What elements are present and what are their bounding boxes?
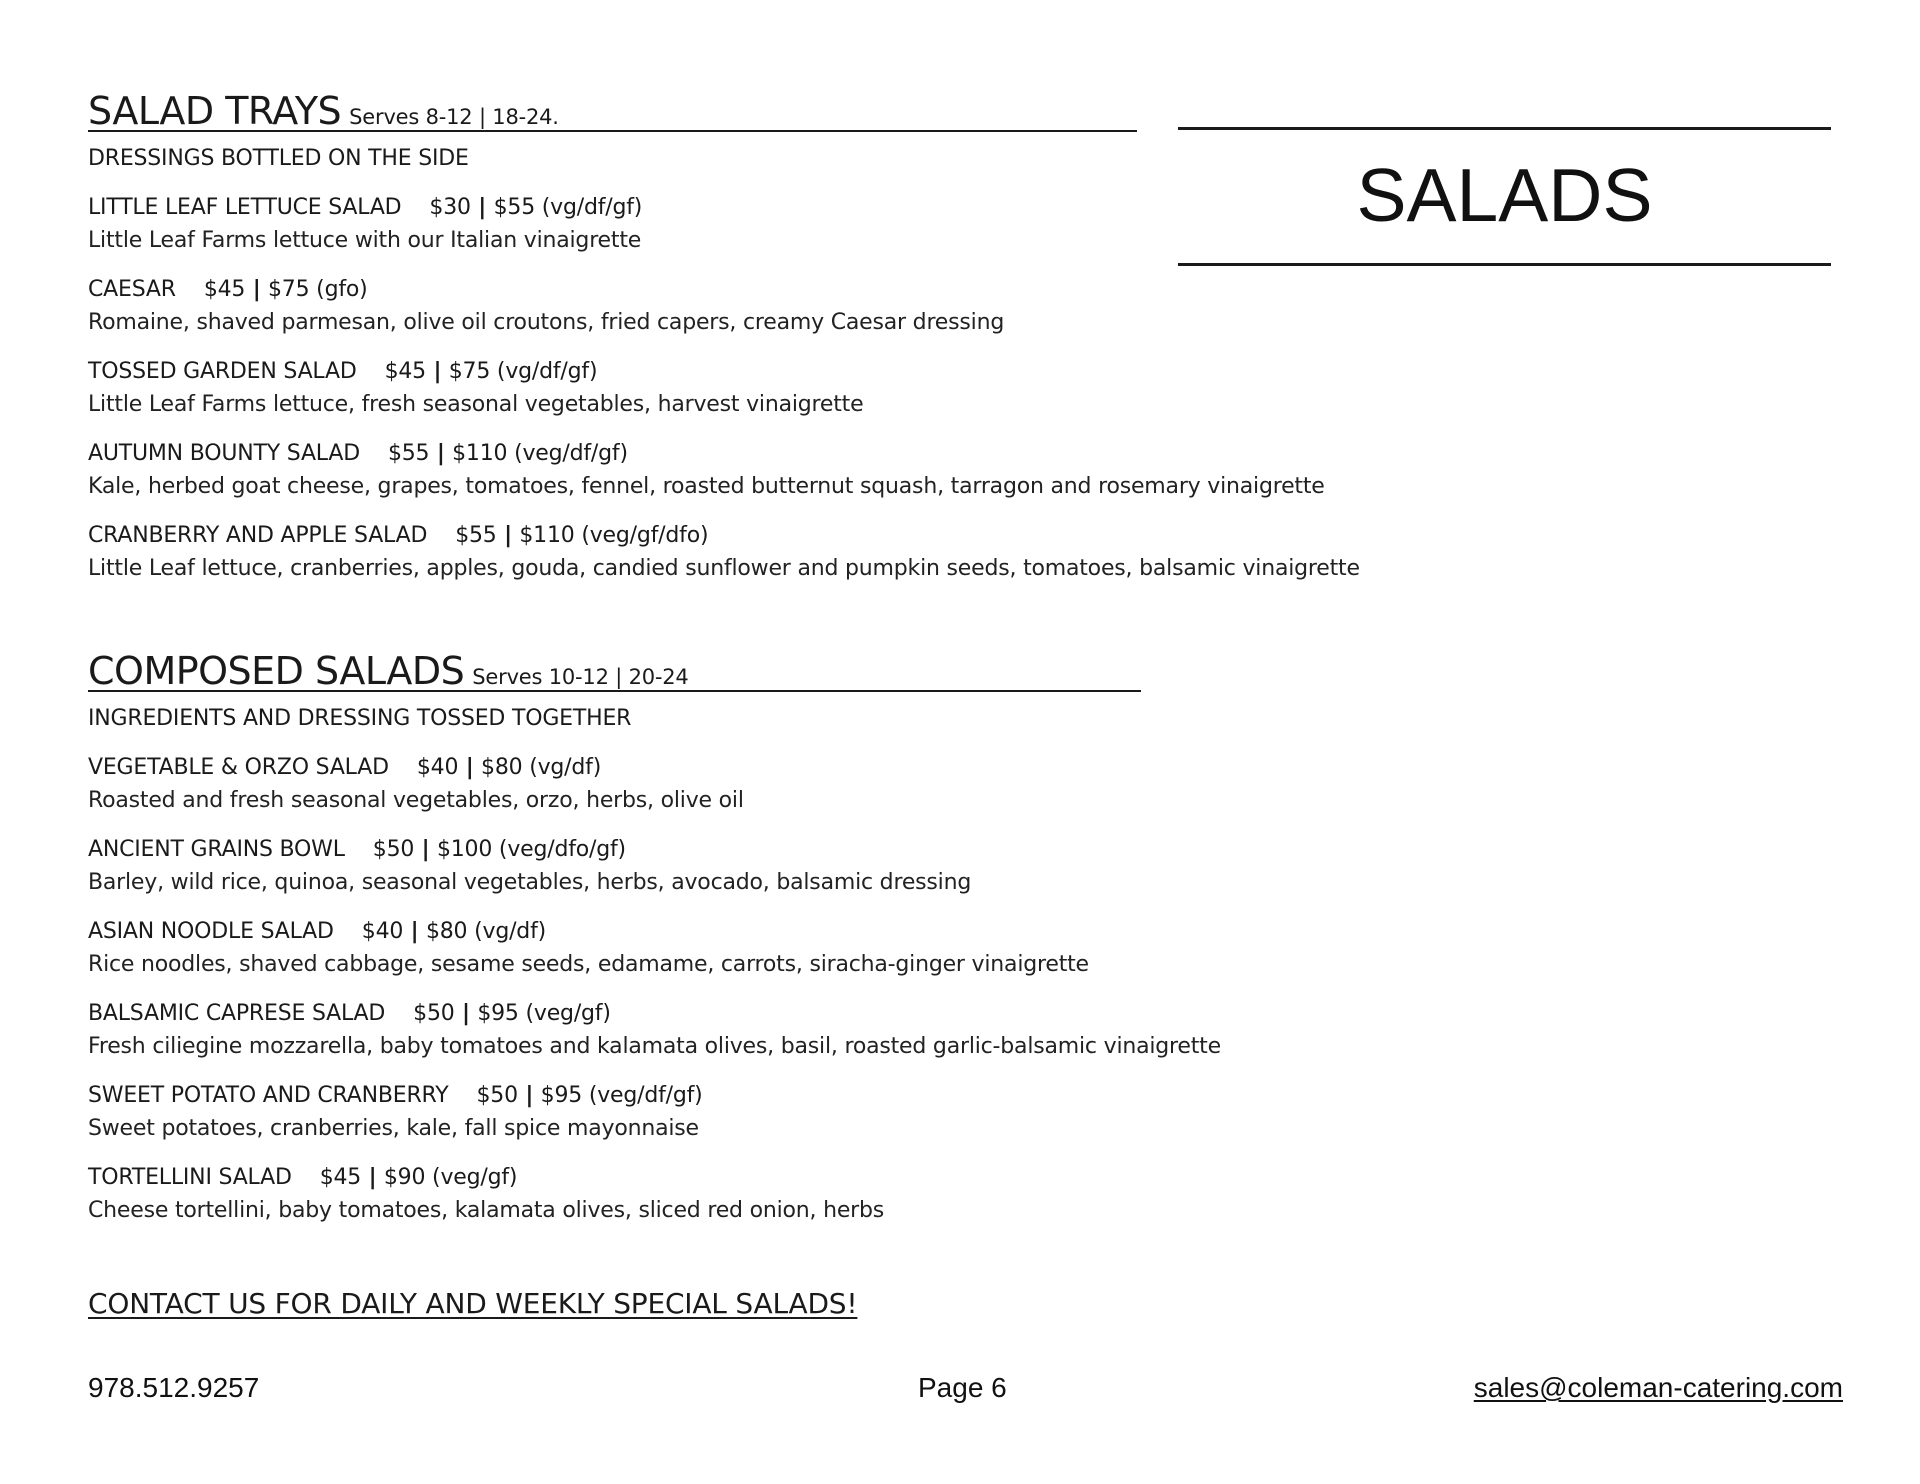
section-serves: Serves 8-12 | 18-24. [349, 105, 559, 129]
menu-item-heading [88, 755, 1221, 780]
menu-item [88, 195, 1360, 253]
menu-item-heading [88, 837, 1221, 862]
price-small: $50 [413, 1001, 455, 1026]
menu-item-price [413, 1001, 611, 1026]
section-header [88, 88, 1138, 132]
menu-item-description: Kale, herbed goat cheese, grapes, tomatoes, fennel, roasted butternut squash, tarragon and rosemary vinaigrette [88, 474, 1325, 499]
price-small: $50 [372, 837, 415, 862]
menu-item-price [373, 837, 626, 862]
price-large: $75 (gfo) [268, 277, 368, 302]
section-title-text: SALAD TRAYS [88, 89, 342, 133]
menu-item-description: Romaine, shaved parmesan, olive oil croutons, fried capers, creamy Caesar dressing [88, 310, 1005, 335]
menu-item-price [476, 1083, 702, 1108]
menu-item [88, 755, 1221, 813]
menu-item-name: SWEET POTATO AND CRANBERRY [88, 1083, 449, 1108]
section-note: DRESSINGS BOTTLED ON THE SIDE [88, 146, 469, 171]
menu-item-description: Barley, wild rice, quinoa, seasonal vegetables, herbs, avocado, balsamic dressing [88, 870, 972, 895]
footer-email-link[interactable]: sales@coleman-catering.com [1473, 1372, 1843, 1403]
menu-item-list [88, 755, 1221, 1223]
menu-item-description: Cheese tortellini, baby tomatoes, kalamata olives, sliced red onion, herbs [88, 1198, 885, 1223]
menu-item [88, 1001, 1221, 1059]
menu-item-price [385, 359, 598, 384]
menu-item-description: Little Leaf Farms lettuce with our Italian vinaigrette [88, 228, 642, 253]
menu-item-name: AUTUMN BOUNTY SALAD [88, 441, 360, 466]
menu-item-description: Rice noodles, shaved cabbage, sesame seeds, edamame, carrots, siracha-ginger vinaigrette [88, 952, 1089, 977]
price-small: $45 [203, 277, 246, 302]
price-separator: | [414, 837, 437, 862]
price-large: $110 (veg/gf/dfo) [519, 523, 709, 548]
menu-item-heading [88, 523, 1360, 548]
menu-item [88, 837, 1221, 895]
price-separator: | [517, 1083, 541, 1108]
section-title [88, 649, 689, 693]
menu-item-name: BALSAMIC CAPRESE SALAD [88, 1001, 386, 1026]
price-large: $55 (vg/df/gf) [493, 195, 643, 220]
menu-item-description: Sweet potatoes, cranberries, kale, fall spice mayonnaise [88, 1116, 699, 1141]
price-large: $95 (veg/gf) [477, 1001, 611, 1026]
menu-item-name: VEGETABLE & ORZO SALAD [88, 755, 389, 780]
menu-item-heading [88, 195, 1360, 220]
footer-phone: 978.512.9257 [88, 1372, 260, 1403]
menu-item [88, 919, 1221, 977]
section-title [88, 89, 559, 133]
price-large: $80 (vg/df) [425, 919, 546, 944]
menu-item-price [429, 195, 642, 220]
price-large: $100 (veg/dfo/gf) [436, 837, 626, 862]
menu-item-price [388, 441, 628, 466]
menu-item-list [88, 195, 1360, 581]
price-separator: | [361, 1165, 384, 1190]
price-large: $110 (veg/df/gf) [452, 441, 628, 466]
price-separator: | [458, 755, 482, 780]
menu-item-price [455, 523, 708, 548]
menu-item-name: TORTELLINI SALAD [88, 1165, 292, 1190]
price-separator: | [429, 441, 453, 466]
menu-item [88, 441, 1360, 499]
price-large: $75 (vg/df/gf) [448, 359, 598, 384]
menu-item [88, 277, 1360, 335]
price-small: $50 [476, 1083, 518, 1108]
price-small: $55 [455, 523, 497, 548]
menu-item-name: LITTLE LEAF LETTUCE SALAD [88, 195, 402, 220]
menu-item-name: ANCIENT GRAINS BOWL [88, 837, 345, 862]
price-separator: | [470, 195, 494, 220]
menu-item-price [320, 1165, 518, 1190]
menu-item-heading [88, 277, 1360, 302]
contact-cta: CONTACT US FOR DAILY AND WEEKLY SPECIAL SALADS! [88, 1287, 858, 1320]
menu-item [88, 523, 1360, 581]
page-title: SALADS [1356, 153, 1653, 237]
price-small: $40 [416, 755, 459, 780]
price-large: $80 (vg/df) [481, 755, 602, 780]
salad-trays-section [88, 88, 1360, 581]
menu-item-name: CRANBERRY AND APPLE SALAD [88, 523, 428, 548]
footer-page-number: Page 6 [918, 1372, 1007, 1403]
menu-item-description: Fresh ciliegine mozzarella, baby tomatoes and kalamata olives, basil, roasted garlic-balsamic vinaigrette [88, 1034, 1221, 1059]
menu-item-price [362, 919, 546, 944]
price-large: $95 (veg/df/gf) [540, 1083, 703, 1108]
composed-salads-section [88, 648, 1221, 1223]
menu-item [88, 359, 1360, 417]
price-large: $90 (veg/gf) [383, 1165, 518, 1190]
menu-item-description: Little Leaf lettuce, cranberries, apples, gouda, candied sunflower and pumpkin seeds, tomatoes, balsamic vinaigrette [88, 556, 1360, 581]
price-small: $55 [387, 441, 430, 466]
menu-item-heading [88, 441, 1360, 466]
menu-item [88, 1165, 1221, 1223]
price-separator: | [425, 359, 449, 384]
menu-item-heading [88, 1083, 1221, 1108]
price-separator: | [245, 277, 268, 302]
menu-item-price [204, 277, 368, 302]
price-small: $30 [429, 195, 471, 220]
price-separator: | [454, 1001, 478, 1026]
section-serves: Serves 10-12 | 20-24 [472, 665, 689, 689]
menu-item-name: TOSSED GARDEN SALAD [88, 359, 357, 384]
menu-item-heading [88, 1001, 1221, 1026]
menu-item-price [417, 755, 601, 780]
section-title-text: COMPOSED SALADS [88, 649, 465, 693]
price-separator: | [496, 523, 520, 548]
price-separator: | [403, 919, 426, 944]
price-small: $45 [384, 359, 426, 384]
menu-item-description: Roasted and fresh seasonal vegetables, orzo, herbs, olive oil [88, 788, 744, 813]
menu-item-name: CAESAR [88, 277, 176, 302]
menu-item-heading [88, 1165, 1221, 1190]
section-header [88, 648, 1138, 692]
price-small: $40 [361, 919, 404, 944]
menu-item-heading [88, 359, 1360, 384]
price-small: $45 [319, 1165, 362, 1190]
menu-item-heading [88, 919, 1221, 944]
menu-item-name: ASIAN NOODLE SALAD [88, 919, 334, 944]
section-note: INGREDIENTS AND DRESSING TOSSED TOGETHER [88, 706, 632, 731]
menu-item [88, 1083, 1221, 1141]
menu-item-description: Little Leaf Farms lettuce, fresh seasonal vegetables, harvest vinaigrette [88, 392, 864, 417]
